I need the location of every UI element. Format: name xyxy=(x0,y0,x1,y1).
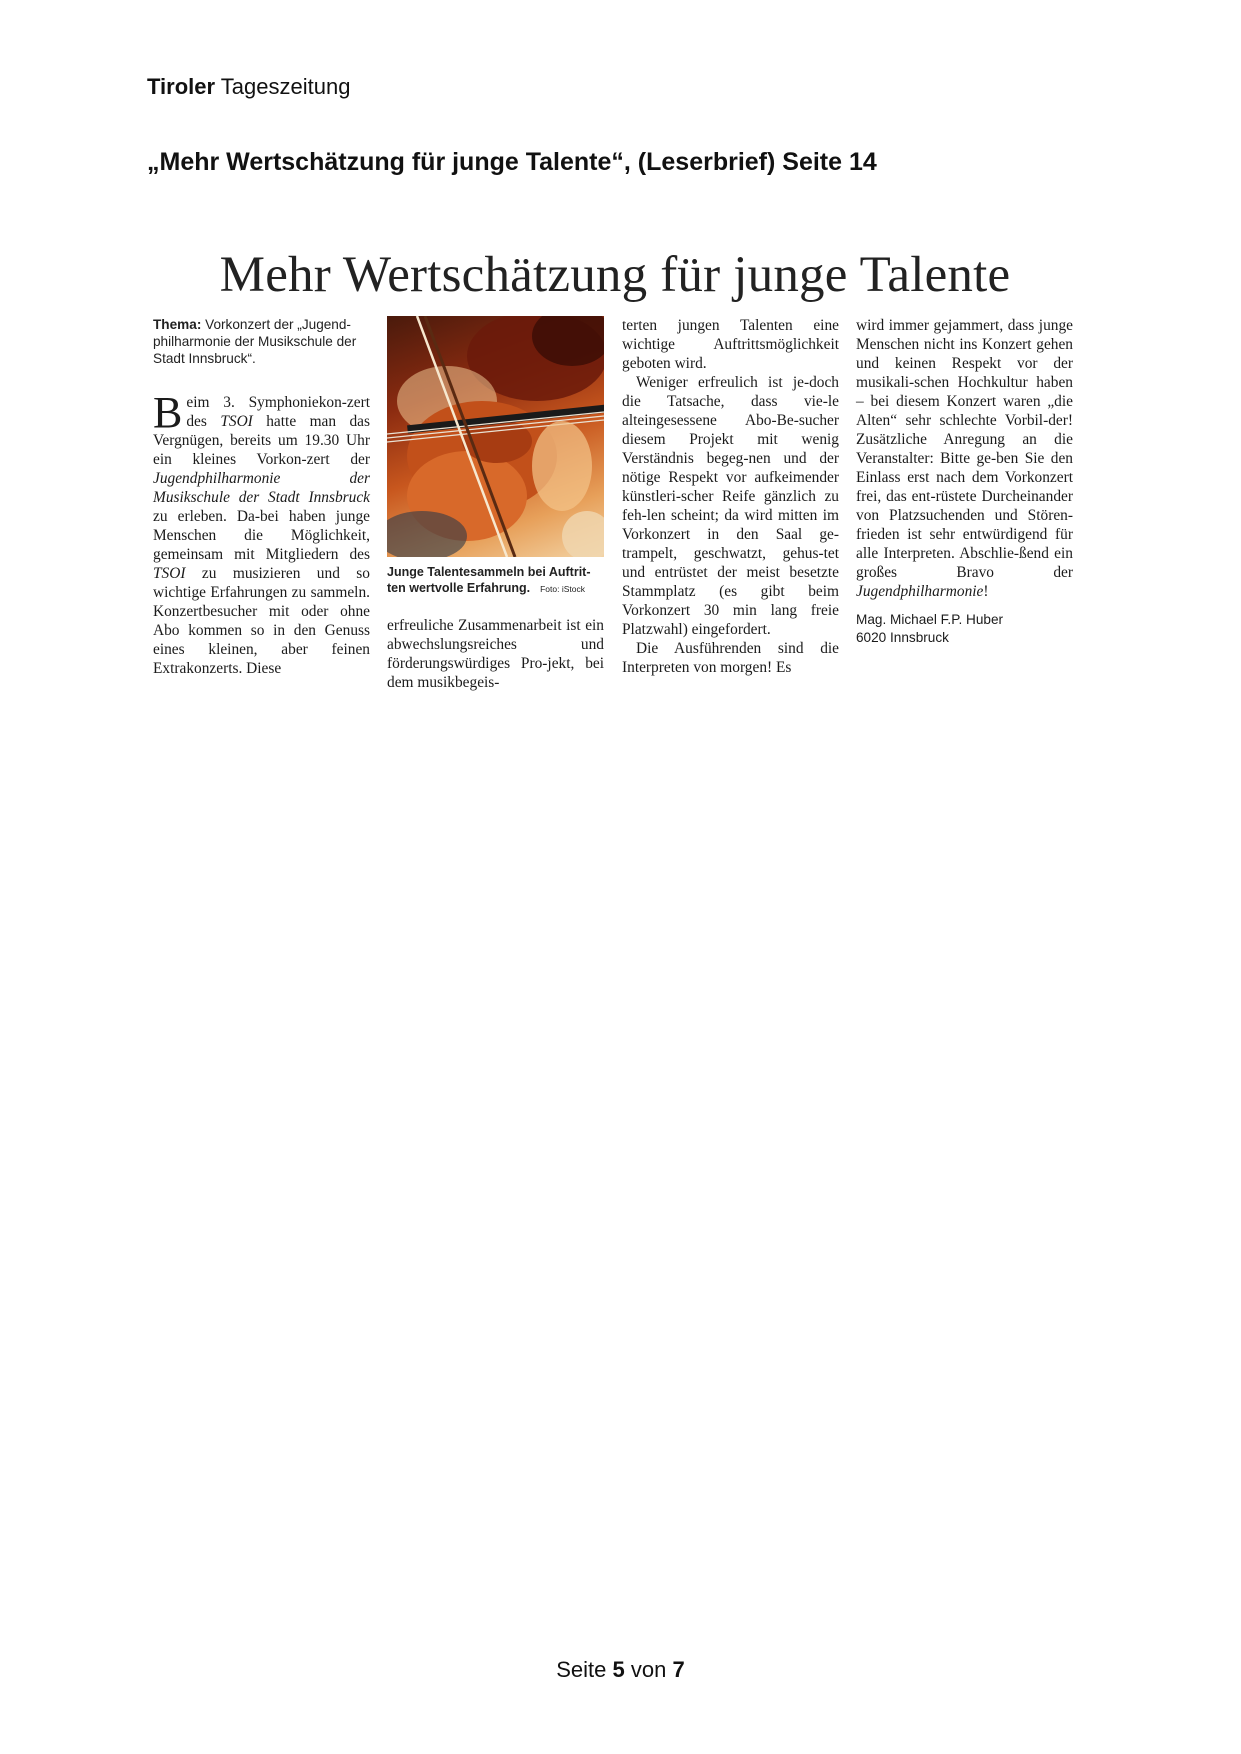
text-run: zu erleben. Da-bei haben junge Menschen die Möglichkeit, gemeinsam mit Mitgliedern des xyxy=(153,508,370,563)
article-column-1 xyxy=(153,316,370,678)
page-footer xyxy=(0,1657,1241,1683)
text-run-italic: Jugendphilharmonie der Musikschule der Stadt Innsbruck xyxy=(153,470,370,506)
article-paragraph-3b: Weniger erfreulich ist je-doch die Tatsache, dass vie-le alteingesessene Abo-Be-sucher diesem Projekt mit wenig Verständnis begeg-nen und der nötige Respekt vor aufkeimender künstleri-scher Reife gänzlich zu feh-len scheint; da wird mitten im Vorkonzert in den Saal ge-trampelt, geschwatzt, gehus-tet und entrüstet der meist besetzte Stammplatz (es gibt beim Vorkonzert 30 min lang freie Platzwahl) eingefordert. xyxy=(622,374,839,638)
text-run: ! xyxy=(983,583,989,600)
caption-text: Junge Talentesammeln bei Auftrit-ten wertvolle Erfahrung. xyxy=(387,565,591,595)
article-column-2 xyxy=(387,316,604,692)
current-page: 5 xyxy=(612,1657,625,1682)
author-city: 6020 Innsbruck xyxy=(856,630,949,645)
author-signature xyxy=(856,611,1073,647)
text-run: eim 3. Symphoniekon-zert des xyxy=(186,394,370,430)
publication-name-rest: Tageszeitung xyxy=(220,74,351,99)
text-run-italic: TSOI xyxy=(153,565,186,582)
article-paragraph-3c: Die Ausführenden sind die Interpreten von morgen! Es xyxy=(622,640,839,676)
text-run-italic: TSOI xyxy=(220,413,253,430)
article-paragraph-3a: terten jungen Talenten eine wichtige Auftrittsmöglichkeit geboten wird. xyxy=(622,317,839,372)
text-run: hatte man das Vergnügen, bereits um 19.30 Uhr ein kleines Vorkon-zert der xyxy=(153,413,371,468)
publication-name xyxy=(147,74,350,100)
article-headline: Mehr Wertschätzung für junge Talente xyxy=(219,247,1011,303)
violin-illustration xyxy=(387,316,604,557)
article-paragraph-1 xyxy=(153,388,371,678)
text-run: zu musizieren und so wichtige Erfahrungen zu sammeln. Konzertbesucher mit oder ohne Abo kommen so in den Genuss eines kleinen, aber feinen Extrakonzerts. Diese xyxy=(153,565,370,677)
publication-name-bold: Tiroler xyxy=(147,74,216,99)
footer-mid: von xyxy=(630,1657,667,1682)
text-run-italic: Jugendphilharmonie xyxy=(856,583,984,600)
footer-prefix: Seite xyxy=(556,1657,607,1682)
total-pages: 7 xyxy=(672,1657,685,1682)
photo-credit: Foto: iStock xyxy=(540,584,585,594)
author-name: Mag. Michael F.P. Huber xyxy=(856,612,1004,627)
article-column-4 xyxy=(856,316,1073,647)
article-paragraph-4 xyxy=(856,316,1073,601)
document-title: „Mehr Wertschätzung für junge Talente“, (Leserbrief) Seite 14 xyxy=(147,148,877,176)
thema-line xyxy=(153,316,370,367)
article-paragraph-2: erfreuliche Zusammenarbeit ist ein abwechslungsreiches und förderungswürdiges Pro-jekt, bei dem musikbegeis- xyxy=(387,617,604,691)
violin-photo xyxy=(387,316,604,557)
photo-caption xyxy=(387,564,604,616)
article-column-3 xyxy=(622,316,839,677)
thema-text: Vorkonzert der „Jugend-philharmonie der Musikschule der Stadt Innsbruck“. xyxy=(153,317,357,366)
text-run: wird immer gejammert, dass junge Menschen nicht ins Konzert gehen und keinen Respekt vor der musikali-schen Hochkultur haben – bei diesem Konzert waren „die Alten“ sehr schlechte Vorbil-der! Zusätzliche Anregung an die Veranstalter: Bitte ge-ben Sie den Einlass erst nach dem Vorkonzert frei, das ent-rüstete Durcheinander von Platzsuchenden und Stören-frieden ist sehr entwürdigend für alle Interpreten. Abschlie-ßend ein großes Bravo der xyxy=(856,317,1073,581)
drop-cap: B xyxy=(153,388,183,437)
thema-label: Thema: xyxy=(153,317,202,332)
